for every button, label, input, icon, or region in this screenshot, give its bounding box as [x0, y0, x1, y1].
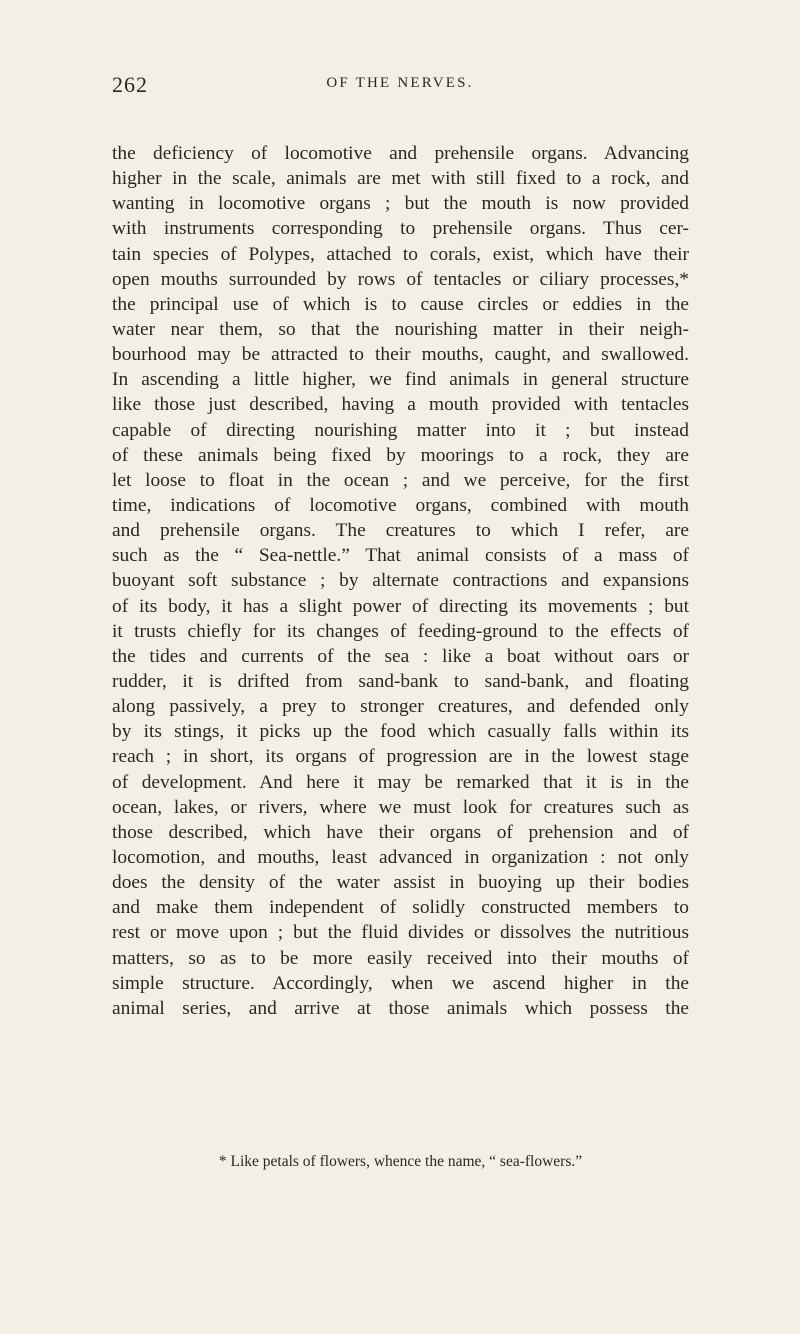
text-line: animal series, and arrive at those animals which possess the — [112, 997, 689, 1019]
text-line: with instruments corresponding to prehensile organs. Thus cer- — [112, 218, 689, 240]
text-line: locomotion, and mouths, least advanced in organization : not only — [112, 846, 689, 868]
text-line: tain species of Polypes, attached to corals, exist, which have their — [112, 243, 689, 265]
page-number: 262 — [112, 72, 148, 97]
text-line: ocean, lakes, or rivers, where we must look for creatures such as — [112, 796, 689, 818]
text-line: capable of directing nourishing matter into it ; but instead — [112, 419, 689, 441]
text-line: the principal use of which is to cause circles or eddies in the — [112, 293, 689, 315]
text-line: it trusts chiefly for its changes of feeding-ground to the effects of — [112, 620, 689, 642]
text-line: of development. And here it may be remarked that it is in the — [112, 771, 689, 793]
running-head — [0, 72, 800, 102]
text-line: wanting in locomotive organs ; but the mouth is now provided — [112, 193, 689, 215]
text-line: like those just described, having a mouth provided with tentacles — [112, 394, 689, 416]
text-line: let loose to float in the ocean ; and we perceive, for the first — [112, 469, 689, 491]
text-line: higher in the scale, animals are met with still fixed to a rock, and — [112, 168, 689, 190]
text-line: rest or move upon ; but the fluid divides or dissolves the nutritious — [112, 922, 689, 944]
text-line: along passively, a prey to stronger creatures, and defended only — [112, 696, 689, 718]
text-line: the deficiency of locomotive and prehensile organs. Advancing — [112, 143, 689, 164]
text-line: of its body, it has a slight power of directing its movements ; but — [112, 595, 689, 617]
text-line: open mouths surrounded by rows of tentacles or ciliary processes,* — [112, 268, 689, 290]
footnote: * Like petals of flowers, whence the name, “ sea-flowers.” — [218, 1153, 583, 1170]
text-line: rudder, it is drifted from sand-bank to sand-bank, and floating — [112, 670, 689, 692]
text-line: time, indications of locomotive organs, combined with mouth — [112, 494, 689, 516]
text-line: such as the “ Sea-nettle.” That animal consists of a mass of — [112, 545, 689, 567]
text-line: matters, so as to be more easily received into their mouths of — [112, 947, 689, 969]
text-line: those described, which have their organs of prehension and of — [112, 821, 689, 843]
text-line: simple structure. Accordingly, when we ascend higher in the — [112, 972, 689, 994]
running-title: OF THE NERVES. — [326, 75, 474, 91]
text-line: buoyant soft substance ; by alternate contractions and expansions — [112, 570, 689, 592]
text-line: In ascending a little higher, we find animals in general structure — [112, 369, 689, 391]
text-line: water near them, so that the nourishing matter in their neigh- — [112, 318, 689, 340]
text-line: and make them independent of solidly constructed members to — [112, 897, 689, 919]
text-line: bourhood may be attracted to their mouths, caught, and swallowed. — [112, 344, 689, 366]
text-line: the tides and currents of the sea : like a boat without oars or — [112, 645, 689, 667]
text-line: and prehensile organs. The creatures to which I refer, are — [112, 520, 689, 542]
text-line: by its stings, it picks up the food which casually falls within its — [112, 721, 689, 743]
text-line: of these animals being fixed by moorings to a rock, they are — [112, 444, 689, 466]
text-line: does the density of the water assist in buoying up their bodies — [112, 872, 689, 894]
body-text — [112, 141, 689, 1021]
text-line: reach ; in short, its organs of progression are in the lowest stage — [112, 746, 689, 768]
